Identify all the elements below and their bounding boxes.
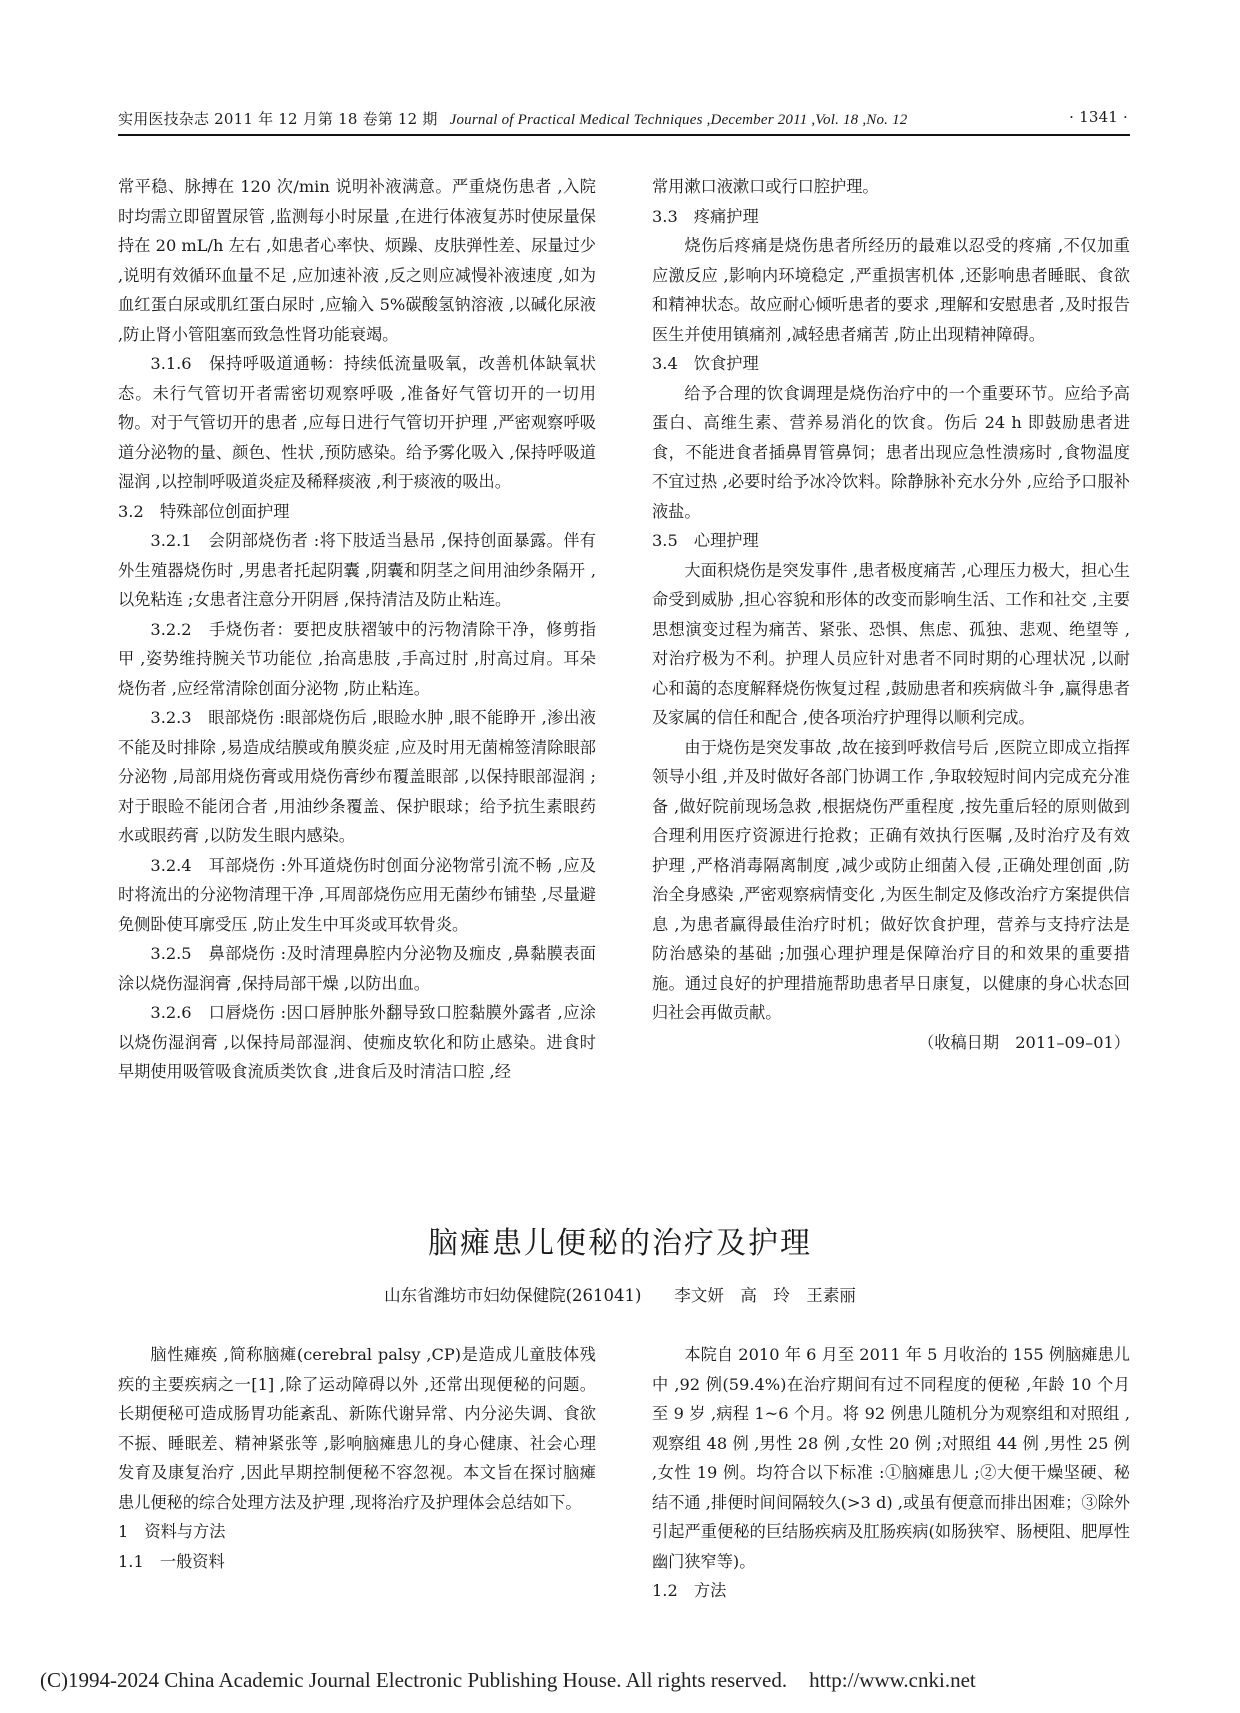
article-title: 脑瘫患儿便秘的治疗及护理: [428, 1226, 812, 1261]
column-bottom-right: [652, 1340, 1130, 1606]
column-bottom-left: [118, 1340, 596, 1576]
received-date: （收稿日期 2011–09–01）: [918, 1032, 1130, 1052]
paragraph: 大面积烧伤是突发事件 ,患者极度痛苦 ,心理压力极大，担心生命受到威胁 ,担心容貌和形体的改变而影响生活、工作和社交 ,主要思想演变过程为痛苦、紧张、恐惧、焦虑、孤独、悲观、绝望等 ,对治疗极为不利。护理人员应针对患者不同时期的心理状况 ,以耐心和蔼的态度解释烧伤恢复过程 ,鼓励患者和疾病做斗争 ,赢得患者及家属的信任和配合 ,使各项治疗护理得以顺利完成。: [652, 560, 1130, 727]
section-3-1-6: 3.1.6 保持呼吸道通畅：持续低流量吸氧，改善机体缺氧状态。未行气管切开者需密切观察呼吸 ,准备好气管切开的一切用物。对于气管切开的患者 ,应每日进行气管切开护理 ,严密观察呼吸道分泌物的量、颜色、性状 ,预防感染。给予雾化吸入 ,保持呼吸道湿润 ,以控制呼吸道炎症及稀释痰液 ,利于痰液的吸出。: [118, 354, 596, 491]
section-3-2-4: 3.2.4 耳部烧伤 :外耳道烧伤时创面分泌物常引流不畅 ,应及时将流出的分泌物清理干净 ,耳周部烧伤应用无菌纱布铺垫 ,尽量避免侧卧使耳廓受压 ,防止发生中耳炎或耳软骨炎。: [118, 855, 596, 934]
journal-name-en: Journal of Practical Medical Techniques ,December 2011 ,Vol. 18 ,No. 12: [449, 112, 908, 128]
section-3-2-3: 3.2.3 眼部烧伤 :眼部烧伤后 ,眼睑水肿 ,眼不能睁开 ,渗出液不能及时排除 ,易造成结膜或角膜炎症 ,应及时用无菌棉签清除眼部分泌物 ,局部用烧伤膏或用烧伤膏纱布覆盖眼部 ,以保持眼部湿润 ;对于眼睑不能闭合者 ,用油纱条覆盖、保护眼球；给予抗生素眼药水或眼药膏 ,以防发生眼内感染。: [118, 708, 596, 845]
copyright-text: (C)1994-2024 China Academic Journal Electronic Publishing House. All rights reserved.: [40, 1668, 788, 1692]
journal-name-cn: 实用医技杂志 2011 年 12 月第 18 卷第 12 期: [118, 110, 438, 128]
section-3-2-5: 3.2.5 鼻部烧伤 :及时清理鼻腔内分泌物及痂皮 ,鼻黏膜表面涂以烧伤湿润膏 ,保持局部干燥 ,以防出血。: [118, 944, 596, 993]
section-3-2-1: 3.2.1 会阴部烧伤者 :将下肢适当悬吊 ,保持创面暴露。伴有外生殖器烧伤时 ,男患者托起阴囊 ,阴囊和阴茎之间用油纱条隔开 ,以免粘连 ;女患者注意分开阴唇 ,保持清洁及防止粘连。: [118, 531, 596, 609]
copyright-footer: [40, 1668, 1220, 1693]
heading-1: 1 资料与方法: [118, 1522, 226, 1541]
heading-3-2: 3.2 特殊部位创面护理: [118, 501, 290, 521]
site-url: http://www.cnki.net: [809, 1668, 976, 1692]
paragraph: 脑性瘫痪 ,简称脑瘫(cerebral palsy ,CP)是造成儿童肢体残疾的主要疾病之一[1] ,除了运动障碍以外 ,还常出现便秘的问题。长期便秘可造成肠胃功能紊乱、新陈代谢异常、内分泌失调、食欲不振、睡眠差、精神紧张等 ,影响脑瘫患儿的身心健康、社会心理发育及康复治疗 ,因此早期控制便秘不容忽视。本文旨在探讨脑瘫患儿便秘的综合处理方法及护理 ,现将治疗及护理体会总结如下。: [118, 1345, 596, 1512]
section-3-2-6: 3.2.6 口唇烧伤 :因口唇肿胀外翻导致口腔黏膜外露者 ,应涂以烧伤湿润膏 ,以保持局部湿润、使痂皮软化和防止感染。进食时早期使用吸管吸食流质类饮食 ,进食后及时清洁口腔 ,经: [118, 1003, 596, 1081]
journal-citation: [118, 108, 907, 129]
column-top-right: [652, 172, 1130, 1057]
author-byline: 山东省潍坊市妇幼保健院(261041) 李文妍 高 玲 王素丽: [384, 1286, 856, 1305]
paragraph: 烧伤后疼痛是烧伤患者所经历的最难以忍受的疼痛 ,不仅加重应激反应 ,影响内环境稳定 ,严重损害机体 ,还影响患者睡眠、食欲和精神状态。故应耐心倾听患者的要求 ,理解和安慰患者 ,及时报告医生并使用镇痛剂 ,减轻患者痛苦 ,防止出现精神障碍。: [652, 236, 1130, 344]
section-3-2-2: 3.2.2 手烧伤者：要把皮肤褶皱中的污物清除干净，修剪指甲 ,姿势维持腕关节功能位 ,抬高患肢 ,手高过肘 ,肘高过肩。耳朵烧伤者 ,应经常清除创面分泌物 ,防止粘连。: [118, 619, 596, 698]
paragraph: 给予合理的饮食调理是烧伤治疗中的一个重要环节。应给予高蛋白、高维生素、营养易消化的饮食。伤后 24 h 即鼓励患者进食，不能进食者插鼻胃管鼻饲；患者出现应急性溃疡时 ,食物温度不宜过热 ,必要时给予冰冷饮料。除静脉补充水分外 ,应给予口服补液盐。: [652, 383, 1130, 521]
column-top-left: [118, 172, 596, 1087]
heading-1-1: 1.1 一般资料: [118, 1551, 225, 1571]
heading-3-4: 3.4 饮食护理: [652, 354, 759, 373]
paragraph: 本院自 2010 年 6 月至 2011 年 5 月收治的 155 例脑瘫患儿中 ,92 例(59.4%)在治疗期间有过不同程度的便秘 ,年龄 10 个月至 9 岁 ,病程 1~6 个月。将 92 例患儿随机分为观察组和对照组 ,观察组 48 例 ,男性 28 例 ,女性 20 例 ;对照组 44 例 ,男性 25 例 ,女性 19 例。均符合以下标准 :①脑瘫患儿 ;②大便干燥坚硬、秘结不通 ,排便时间间隔较久(>3 d) ,或虽有便意而排出困难；③除外引起严重便秘的巨结肠疾病及肛肠疾病(如肠狭窄、肠梗阻、肥厚性幽门狭窄等)。: [652, 1345, 1130, 1571]
heading-3-5: 3.5 心理护理: [652, 531, 759, 550]
paragraph: 由于烧伤是突发事故 ,故在接到呼救信号后 ,医院立即成立指挥领导小组 ,并及时做好各部门协调工作 ,争取较短时间内完成充分准备 ,做好院前现场急救 ,根据烧伤严重程度 ,按先重后轻的原则做到合理利用医疗资源进行抢救；正确有效执行医嘱 ,及时治疗及有效护理 ,严格消毒隔离制度 ,减少或防止细菌入侵 ,正确处理创面 ,防治全身感染 ,严密观察病情变化 ,为医生制定及修改治疗方案提供信息 ,为患者赢得最佳治疗时机；做好饮食护理，营养与支持疗法是防治感染的基础 ;加强心理护理是保障治疗目的和效果的重要措施。通过良好的护理措施帮助患者早日康复，以健康的身心状态回归社会再做贡献。: [652, 737, 1130, 1022]
header-rule: [118, 134, 1130, 136]
heading-3-3: 3.3 疼痛护理: [652, 206, 759, 226]
page-number: · 1341 ·: [1069, 108, 1128, 126]
paragraph: 常平稳、脉搏在 120 次/min 说明补液满意。严重烧伤患者 ,入院时均需立即留置尿管 ,监测每小时尿量 ,在进行体液复苏时使尿量保持在 20 mL/h 左右 ,如患者心率快、烦躁、皮肤弹性差、尿量过少 ,说明有效循环血量不足 ,应加速补液 ,反之则应减慢补液速度 ,如为血红蛋白尿或肌红蛋白尿时 ,应输入 5%碳酸氢钠溶液 ,以碱化尿液 ,防止肾小管阻塞而致急性肾功能衰竭。: [118, 177, 596, 344]
heading-1-2: 1.2 方法: [652, 1581, 727, 1600]
paragraph: 常用漱口液漱口或行口腔护理。: [652, 177, 879, 196]
